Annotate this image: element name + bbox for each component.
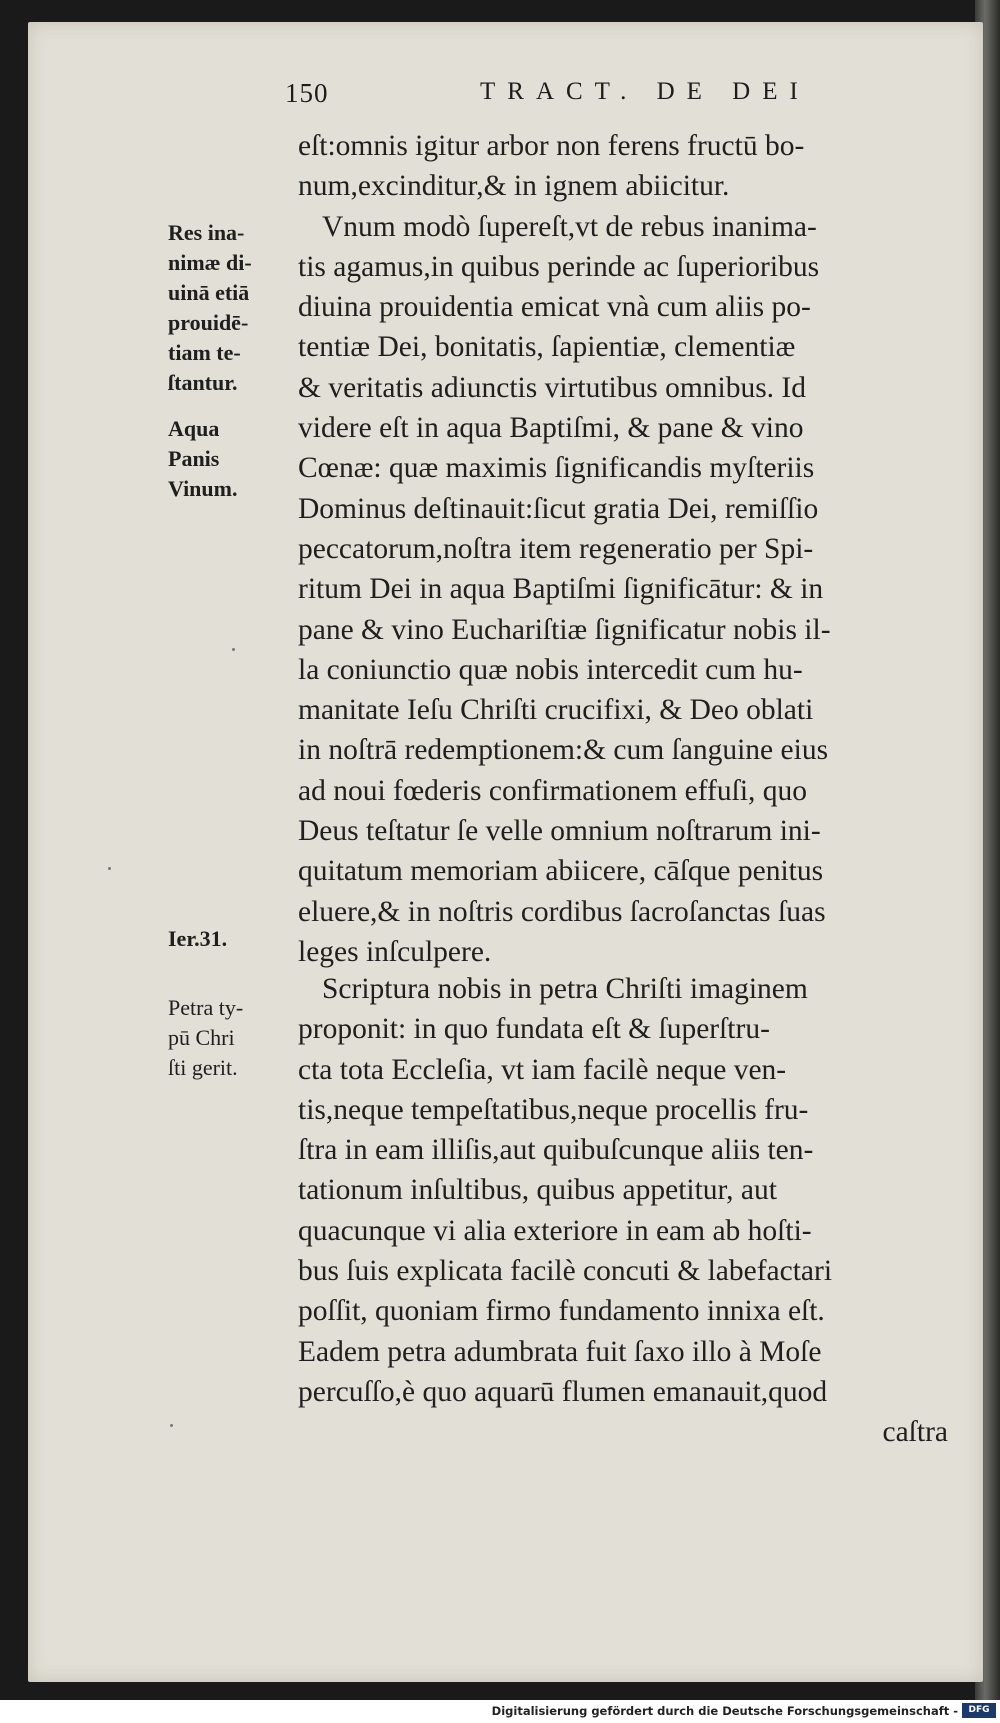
margin-note-line: Panis xyxy=(168,446,220,471)
text-line: Eadem petra adumbrata fuit ſaxo illo à Moſe xyxy=(298,1335,822,1368)
text-line: quitatum memoriam abiicere, cāſque penitus xyxy=(298,855,824,888)
paragraph-2 xyxy=(298,969,978,1453)
text-line: tis agamus,in quibus perinde ac ſuperioribus xyxy=(298,250,820,283)
text-line: tis,neque tempeſtatibus,neque procellis fru- xyxy=(298,1093,809,1126)
footer-credit: Digitalisierung gefördert durch die Deutsche Forschungsgemeinschaft - xyxy=(491,1704,958,1718)
text-line: proponit: in quo fundata eſt & ſuperſtru- xyxy=(298,1013,770,1046)
margin-note-line: uinā etiā xyxy=(168,280,250,305)
margin-note-sacraments xyxy=(168,414,288,504)
text-line: la coniunctio quæ nobis intercedit cum hu- xyxy=(298,653,803,686)
paragraph-1 xyxy=(298,126,978,972)
margin-note-scripture-ref xyxy=(168,924,288,954)
text-line: quacunque vi alia exteriore in eam ab hoſti- xyxy=(298,1214,812,1247)
text-line: Scriptura nobis in petra Chriſti imaginem xyxy=(322,973,808,1005)
text-line: Cœnæ: quæ maximis ſignificandis myſteriis xyxy=(298,452,815,485)
text-line: ad noui fœderis confirmationem effuſi, quo xyxy=(298,774,808,807)
margin-note-line: ſtantur. xyxy=(168,370,238,395)
running-title: TRACT. DE DEI xyxy=(480,78,810,105)
margin-note-line: prouidē- xyxy=(168,310,249,335)
text-line: ſtra in eam illiſis,aut quibuſcunque aliis ten- xyxy=(298,1134,814,1167)
margin-note-line: tiam te- xyxy=(168,340,241,365)
text-line: percuſſo,è quo aquarū flumen emanauit,quod xyxy=(298,1375,828,1408)
text-line: Vnum modò ſupereſt,vt de rebus inanima- xyxy=(322,210,817,243)
margin-note-line: nimæ di- xyxy=(168,250,252,275)
text-line: Dominus deſtinauit:ſicut gratia Dei, remiſſio xyxy=(298,492,819,525)
text-line: tentiæ Dei, bonitatis, ſapientiæ, clementiæ xyxy=(298,331,796,364)
text-line: videre eſt in aqua Baptiſmi, & pane & vino xyxy=(298,412,804,445)
text-line: Deus teſtatur ſe velle omnium noſtrarum ini- xyxy=(298,815,821,848)
running-head xyxy=(285,78,845,118)
text-line: manitate Ieſu Chriſti crucifixi, & Deo oblati xyxy=(298,694,814,727)
text-line: num,excinditur,& in ignem abiicitur. xyxy=(298,170,730,203)
paper-speck xyxy=(108,867,111,870)
text-line: poſſit, quoniam firmo fundamento innixa eſt. xyxy=(298,1295,825,1328)
margin-note-line: Ier.31. xyxy=(168,926,228,951)
text-line: in noſtrā redemptionem:& cum ſanguine eius xyxy=(298,734,829,767)
page-number: 150 xyxy=(285,78,329,108)
margin-note-res-inanimae xyxy=(168,218,288,398)
digitization-footer xyxy=(0,1700,1000,1723)
text-line: eluere,& in noſtris cordibus ſacroſanctas ſuas xyxy=(298,895,826,928)
text-line: & veritatis adiunctis virtutibus omnibus. Id xyxy=(298,371,807,404)
margin-note-petra xyxy=(168,993,288,1083)
text-line: peccatorum,noſtra item regeneratio per Spi- xyxy=(298,532,814,565)
text-line: ritum Dei in aqua Baptiſmi ſignificātur: & in xyxy=(298,573,824,606)
catchword: caſtra xyxy=(882,1416,948,1449)
margin-note-line: pū Chri xyxy=(168,1025,235,1050)
text-line: tationum inſultibus, quibus appetitur, aut xyxy=(298,1174,777,1207)
text-line: eſt:omnis igitur arbor non ferens fructū bo- xyxy=(298,130,805,162)
margin-note-line: ſti gerit. xyxy=(168,1055,238,1080)
text-line: bus ſuis explicata facilè concuti & labefactari xyxy=(298,1255,833,1288)
text-line: leges inſculpere. xyxy=(298,935,492,968)
margin-note-line: Vinum. xyxy=(168,476,238,501)
margin-note-line: Petra ty- xyxy=(168,995,244,1020)
paper-speck xyxy=(232,648,235,651)
text-line: pane & vino Euchariſtiæ ſignificatur nobis il- xyxy=(298,613,831,646)
text-line: cta tota Eccleſia, vt iam facilè neque ven- xyxy=(298,1053,787,1086)
text-line: diuina prouidentia emicat vnà cum aliis po- xyxy=(298,291,811,324)
margin-note-line: Aqua xyxy=(168,416,220,441)
dfg-logo: DFG xyxy=(962,1703,996,1718)
margin-note-line: Res ina- xyxy=(168,220,245,245)
paper-speck xyxy=(170,1424,173,1427)
